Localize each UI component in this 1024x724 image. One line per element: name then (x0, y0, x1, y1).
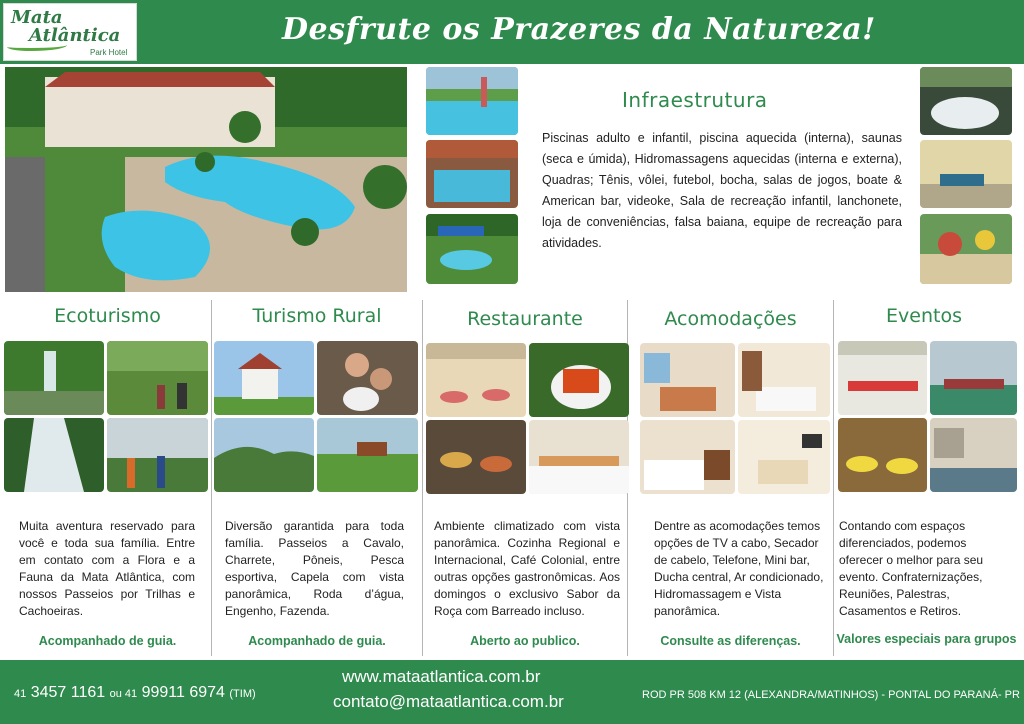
dining-room-photo (426, 343, 526, 417)
buffet-photo (426, 420, 526, 494)
ecoturismo-text: Muita aventura reservado para você e toda sua família. Entre em contato com a Flora e a Fauna da Mata Atlântica, com nossos Passeios por Trilhas e Cachoeiras. (19, 519, 195, 618)
turismo-rural-title: Turismo Rural (252, 305, 382, 327)
website-link[interactable]: www.mataatlantica.com.br (342, 667, 541, 686)
footer-bar (0, 660, 1024, 724)
phone-or: ou 41 (109, 688, 138, 700)
infra-title: Infraestrutura (622, 88, 768, 112)
infra-description: Piscinas adulto e infantil, piscina aquecida (interna), saunas (seca e úmida), Hidromassagens aquecidas (interna e externa), Quadras; Tênis, vôlei, futebol, bocha, salas de jogos, boate & American bar, videoke, Sala de recreação infantil, lanchonete, loja de conveniências, falsa baiana, equipe de recreação para atividades. (542, 131, 902, 250)
ecoturismo-title: Ecoturismo (54, 305, 161, 327)
hikers-photo (107, 418, 208, 492)
hotel-aerial-photo (5, 67, 407, 292)
indoor-pool-photo (426, 140, 518, 208)
event-hall-photo (930, 418, 1017, 492)
column-divider (422, 300, 423, 656)
column-divider (833, 300, 834, 656)
phone-carrier: (TIM) (229, 688, 256, 700)
restaurante-text: Ambiente climatizado com vista panorâmica. Cozinha Regional e Internacional, Café Colonial, entre outras opções gastronômicas. Aos domingos o exclusivo Sabor da Roça com Barreado incluso. (434, 519, 620, 618)
room-tv-photo (738, 420, 830, 494)
chapel-photo (214, 341, 314, 415)
logo-subtitle: Park Hotel (90, 48, 128, 57)
email-link[interactable]: contato@mataatlantica.com.br (333, 692, 564, 711)
banquet-photo (838, 418, 927, 492)
jacuzzi-photo (426, 214, 518, 284)
logo-name-line1: Mata (11, 7, 63, 28)
valley-view-photo (214, 418, 314, 492)
ecoturismo-footer: Acompanhado de guia. (38, 634, 177, 648)
heated-pool-photo (920, 67, 1012, 135)
meeting-hall-photo (930, 341, 1017, 415)
phone-landline: 3457 1161 (30, 684, 106, 701)
conference-room-photo (838, 341, 927, 415)
logo-name-line2: Atlântica (29, 25, 121, 46)
eventos-text: Contando com espaços diferenciados, podemos oferecer o melhor para seu evento. Confraternizações, Reuniões, Palestras, Casamentos e Retiros. (839, 519, 984, 618)
phone-mobile: 99911 6974 (141, 684, 225, 701)
dessert-photo (529, 343, 629, 417)
girls-with-goat-photo (317, 341, 418, 415)
headline: Desfrute os Prazeres da Natureza! (282, 12, 876, 47)
acomodacoes-title: Acomodações (664, 308, 797, 330)
eventos-footer: Valores especiais para grupos (836, 632, 1017, 646)
turismo-rural-footer: Acompanhado de guia. (248, 634, 386, 648)
turismo-rural-text: Diversão garantida para toda família. Passeios a Cavalo, Charrete, Pôneis, Pesca esportiva, Capela com vista panorâmica, Roda d’água, Engenho, Fazenda. (225, 519, 404, 618)
eventos-title: Eventos (886, 305, 962, 327)
suite-photo (640, 343, 735, 417)
hotel-logo[interactable] (3, 3, 137, 61)
pool-photo (426, 67, 518, 135)
waterfall-photo (4, 341, 104, 415)
double-room-photo (640, 420, 735, 494)
address-text: ROD PR 508 KM 12 (ALEXANDRA/MATINHOS) - PONTAL DO PARANÁ- PR (642, 689, 1020, 701)
logo-leaf-icon (7, 41, 67, 51)
bedroom-photo (738, 343, 830, 417)
column-divider (211, 300, 212, 656)
game-room-photo (920, 140, 1012, 208)
phone-prefix: 41 (14, 688, 27, 700)
waterfall-2-photo (4, 418, 104, 492)
trail-photo (107, 341, 208, 415)
header-banner (0, 0, 1024, 64)
acomodacoes-text: Dentre as acomodações temos opções de TV a cabo, Secador de cabelo, Telefone, Mini bar, Ducha central, Ar condicionado, Hidromassagem e Vista panorâmica. (654, 519, 824, 618)
buffet-table-photo (529, 420, 629, 494)
acomodacoes-footer: Consulte as diferenças. (660, 634, 801, 648)
kids-room-photo (920, 214, 1012, 284)
phone-numbers[interactable] (14, 684, 256, 702)
restaurante-footer: Aberto ao publico. (470, 634, 580, 648)
farm-photo (317, 418, 418, 492)
restaurante-title: Restaurante (467, 308, 583, 330)
